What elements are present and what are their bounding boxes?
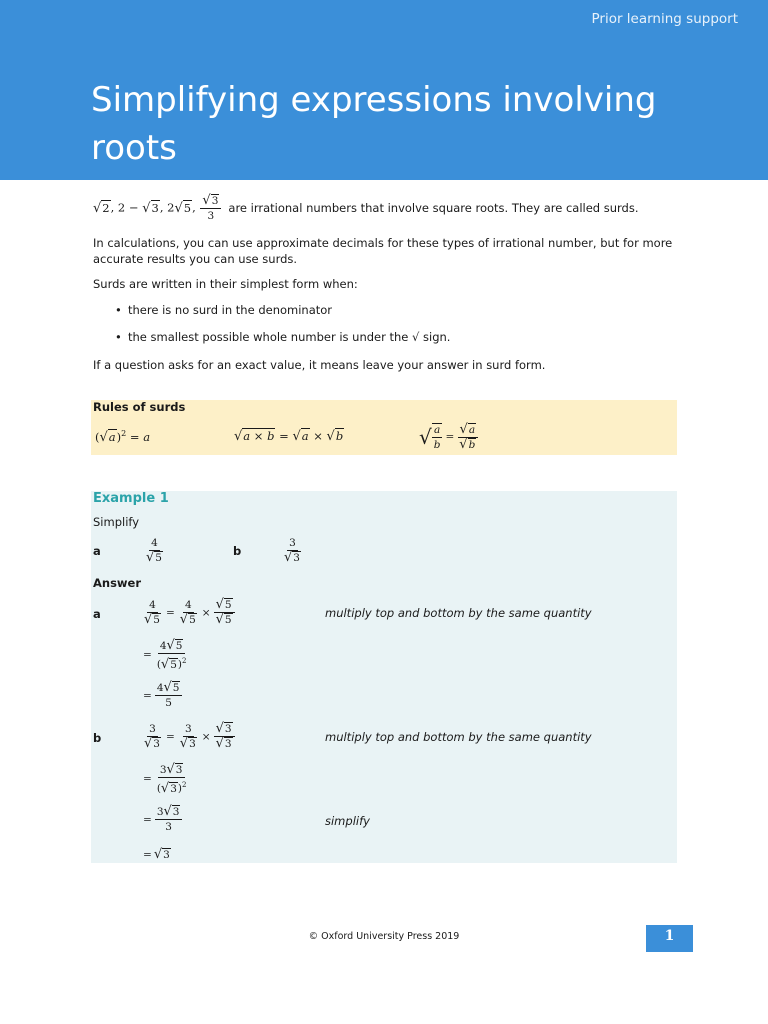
- page-title: Simplifying expressions involving roots: [91, 80, 657, 168]
- answer-a-step-1: $\frac{4}{√5}$ = $\frac{4}{√5}$ × $\frac{√5}{√5}$: [141, 599, 236, 626]
- answer-label-b: b: [93, 731, 102, 745]
- example-prompt: Simplify: [93, 515, 140, 529]
- question-label-b: b: [233, 544, 242, 558]
- page-number: 1: [646, 925, 693, 952]
- example-box: [91, 491, 677, 863]
- rule-product: √a × b = √a × √b: [234, 429, 344, 444]
- answer-b-step-4: = √3: [143, 847, 170, 862]
- answer-label-a: a: [93, 607, 101, 621]
- list-item: • the smallest possible whole number is under the √ sign.: [115, 330, 677, 346]
- header-banner: [0, 0, 768, 180]
- note-multiply-a: multiply top and bottom by the same quantity: [325, 606, 592, 620]
- question-a-math: $\frac{4}{√5}$: [146, 537, 162, 565]
- example-title: Example 1: [93, 491, 169, 506]
- intro-paragraph-2: Surds are written in their simplest form when:: [93, 277, 358, 291]
- note-simplify: simplify: [325, 814, 370, 828]
- answer-b-step-1: $\frac{3}{√3}$ = $\frac{3}{√3}$ × $\frac{√3}{√3}$: [141, 723, 236, 750]
- surd-examples-line: [93, 195, 677, 222]
- rules-of-surds-box: [91, 400, 677, 455]
- intro-section: [93, 195, 677, 383]
- list-item: • there is no surd in the denominator: [115, 303, 677, 319]
- header-tag: Prior learning support: [591, 11, 738, 27]
- surd-examples-text: are irrational numbers that involve square roots. They are called surds.: [228, 200, 639, 215]
- rules-title: Rules of surds: [93, 400, 186, 414]
- question-b-math: $\frac{3}{√3}$: [284, 537, 300, 565]
- intro-paragraph-1: In calculations, you can use approximate decimals for these types of irrational number, but for more accurate results you can use surds.: [93, 236, 673, 266]
- note-multiply-b: multiply top and bottom by the same quantity: [325, 730, 592, 744]
- answer-a-step-3: = $\frac{4√5}{5}$: [141, 682, 183, 709]
- footer-copyright: © Oxford University Press 2019: [308, 931, 460, 942]
- answer-b-step-2: = $\frac{3√3}{(√3)^2}$: [143, 762, 187, 796]
- answer-a-step-2: = $\frac{4√5}{(√5)^2}$: [143, 638, 187, 672]
- rule-square: $(√a)^2 = a$: [95, 429, 151, 445]
- intro-paragraph-3: If a question asks for an exact value, it means leave your answer in surd form.: [93, 357, 546, 372]
- rule-quotient: √ $\frac{a}{b}$ = $\frac{√a}{√b}$: [419, 423, 479, 451]
- simplest-form-list: [115, 303, 677, 346]
- answer-b-step-3: = $\frac{3√3}{3}$: [141, 806, 183, 833]
- surd-examples-math: √2, 2 − √3, 2√5, $\frac{√3}{3}$: [93, 195, 222, 222]
- answer-heading: Answer: [93, 576, 142, 590]
- question-label-a: a: [93, 544, 101, 558]
